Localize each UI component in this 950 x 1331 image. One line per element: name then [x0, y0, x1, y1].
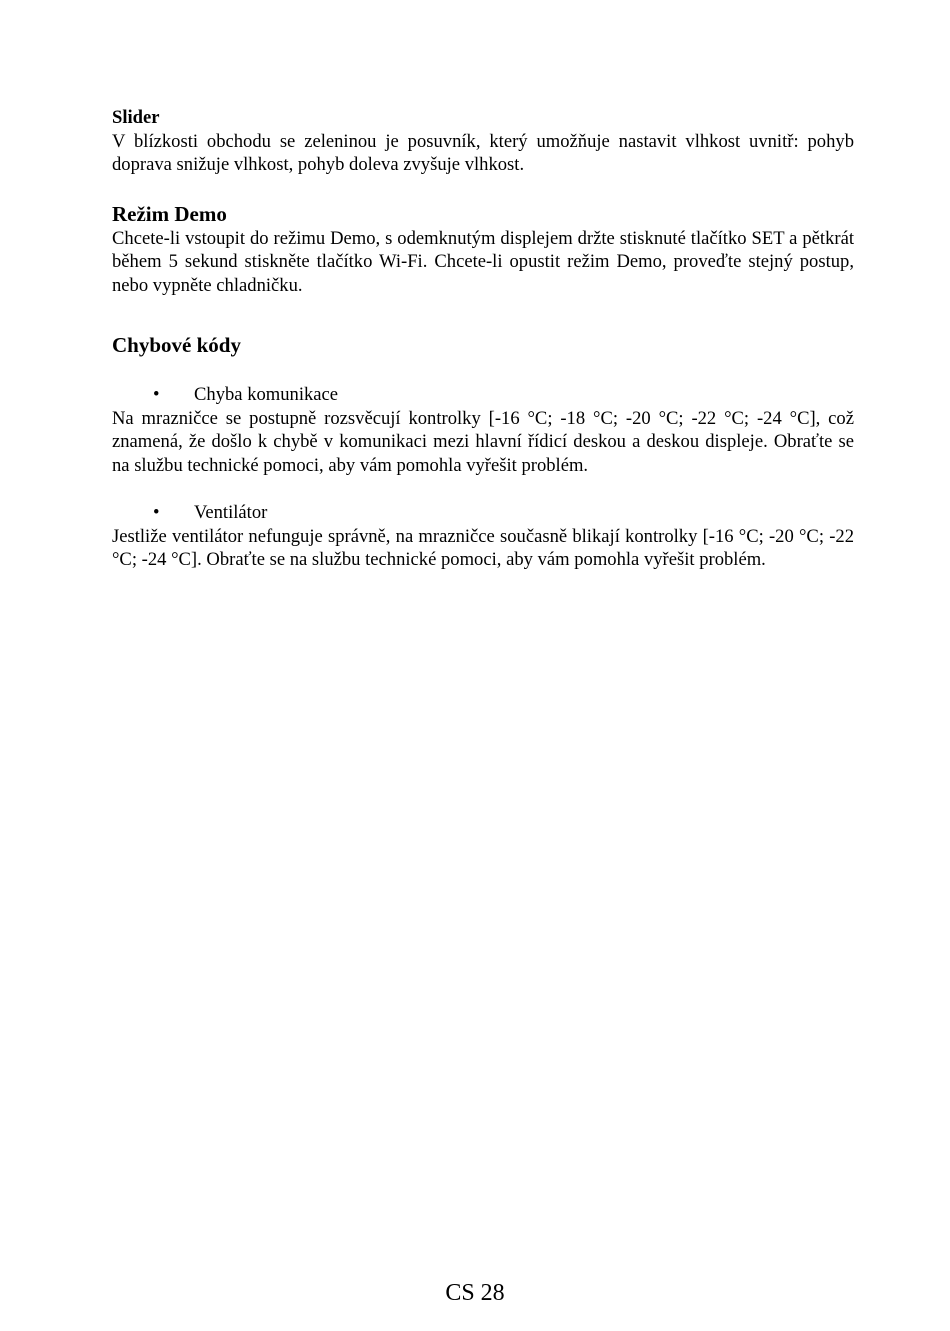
list-item	[112, 501, 854, 525]
list-item	[112, 383, 854, 407]
error-title-fan: Ventilátor	[194, 502, 268, 523]
error-text-communication: Na mrazničce se postupně rozsvěcují kontrolky [-16 °C; -18 °C; -20 °C; -22 °C; -24 °C], což znamená, že došlo k chybě v komunikaci mezi hlavní řídicí deskou a deskou displeje. Obraťte se na službu technické pomoci, aby vám pomohla vyřešit problém.	[112, 407, 854, 476]
demo-heading: Režim Demo	[112, 201, 227, 226]
spacer	[112, 297, 854, 332]
page-number: CS 28	[445, 1280, 505, 1306]
error-text-fan: Jestliže ventilátor nefunguje správně, na mrazničce současně blikají kontrolky [-16 °C; -20 °C; -22 °C; -24 °C]. Obraťte se na službu technické pomoci, aby vám pomohla vyřešit problém.	[112, 525, 854, 570]
error-codes-heading: Chybové kódy	[112, 333, 241, 357]
bullet-icon: •	[153, 502, 160, 523]
spacer	[112, 358, 854, 383]
spacer	[112, 477, 854, 501]
demo-paragraph: Chcete-li vstoupit do režimu Demo, s odemknutým displejem držte stisknuté tlačítko SET a pětkrát během 5 sekund stiskněte tlačítko Wi-Fi. Chcete-li opustit režim Demo, proveďte stejný postup, nebo vypněte chladničku.	[112, 227, 854, 296]
error-title-communication: Chyba komunikace	[194, 384, 339, 405]
page-content	[112, 106, 854, 572]
bullet-icon: •	[153, 384, 160, 405]
slider-paragraph: V blízkosti obchodu se zeleninou je posuvník, který umožňuje nastavit vlhkost uvnitř: pohyb doprava snižuje vlhkost, pohyb doleva zvyšuje vlhkost.	[112, 130, 854, 175]
spacer	[112, 177, 854, 201]
slider-heading: Slider	[112, 107, 160, 128]
